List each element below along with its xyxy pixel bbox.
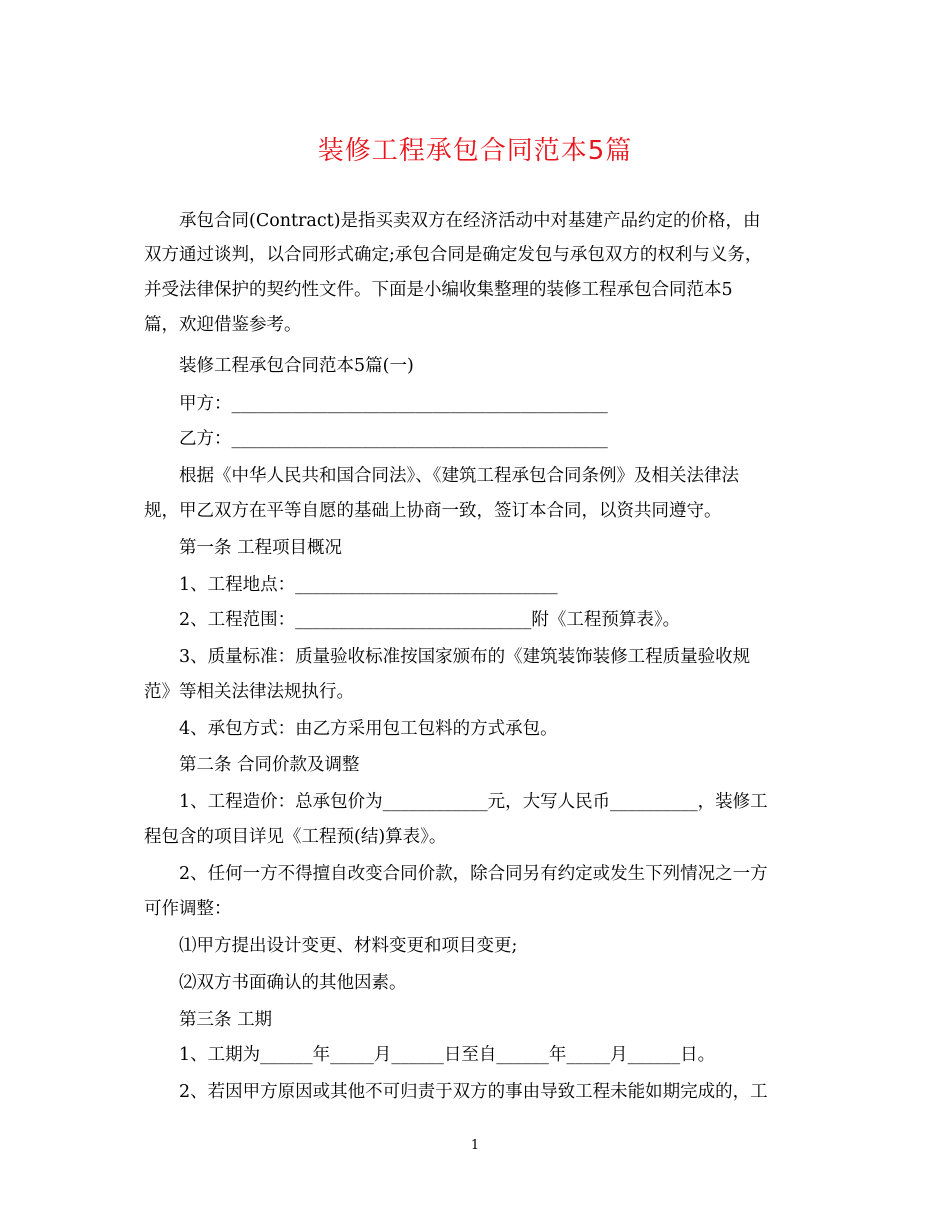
clause-line: 2、若因甲方原因或其他不可归责于双方的事由导致工程未能如期完成的，工 [179, 1082, 768, 1102]
page-number: 1 [470, 1138, 480, 1153]
clause-line: 1、工程造价：总承包价为____________元，大写人民币__________，装修工 [179, 792, 768, 812]
clause-line: ⑴甲方提出设计变更、材料变更和项目变更; [179, 936, 518, 956]
paragraph-line: 承包合同(Contract)是指买卖双方在经济活动中对基建产品约定的价格，由 [179, 211, 761, 231]
clause-line: 3、质量标准：质量验收标准按国家颁布的《建筑装饰装修工程质量验收规 [179, 647, 751, 667]
clause-line: 程包含的项目详见《工程预(结)算表》。 [144, 827, 447, 847]
clause-line: 4、承包方式：由乙方采用包工包料的方式承包。 [179, 719, 558, 739]
clause-line: 2、工程范围：___________________________附《工程预算表》。 [179, 610, 681, 630]
clause-line: 2、任何一方不得擅自改变合同价款，除合同另有约定或发生下列情况之一方 [179, 864, 768, 884]
article-heading: 第一条 工程项目概况 [179, 538, 343, 558]
clause-line: 1、工程地点：______________________________ [179, 575, 558, 595]
clause-line: 范》等相关法律法规执行。 [144, 682, 354, 702]
clause-line: ⑵双方书面确认的其他因素。 [179, 973, 407, 993]
party-b-line: 乙方：___________________________________________ [179, 429, 608, 449]
paragraph-line: 双方通过谈判，以合同形式确定;承包合同是确定发包与承包双方的权利与义务， [144, 245, 763, 265]
party-a-line: 甲方：___________________________________________ [179, 394, 608, 414]
article-heading: 第二条 合同价款及调整 [179, 755, 360, 775]
clause-line: 1、工期为______年_____月______日至自______年_____月______日。 [179, 1045, 716, 1065]
section-heading: 装修工程承包合同范本5篇(一) [179, 356, 414, 376]
paragraph-line: 规，甲乙双方在平等自愿的基础上协商一致，签订本合同，以资共同遵守。 [144, 501, 722, 521]
document-title: 装修工程承包合同范本5篇 [317, 136, 633, 166]
article-heading: 第三条 工期 [179, 1010, 273, 1030]
paragraph-line: 并受法律保护的契约性文件。下面是小编收集整理的装修工程承包合同范本5 [144, 280, 733, 300]
clause-line: 可作调整： [144, 899, 232, 919]
paragraph-line: 篇，欢迎借鉴参考。 [144, 315, 302, 335]
paragraph-line: 根据《中华人民共和国合同法》、《建筑工程承包合同条例》及相关法律法 [179, 466, 739, 486]
